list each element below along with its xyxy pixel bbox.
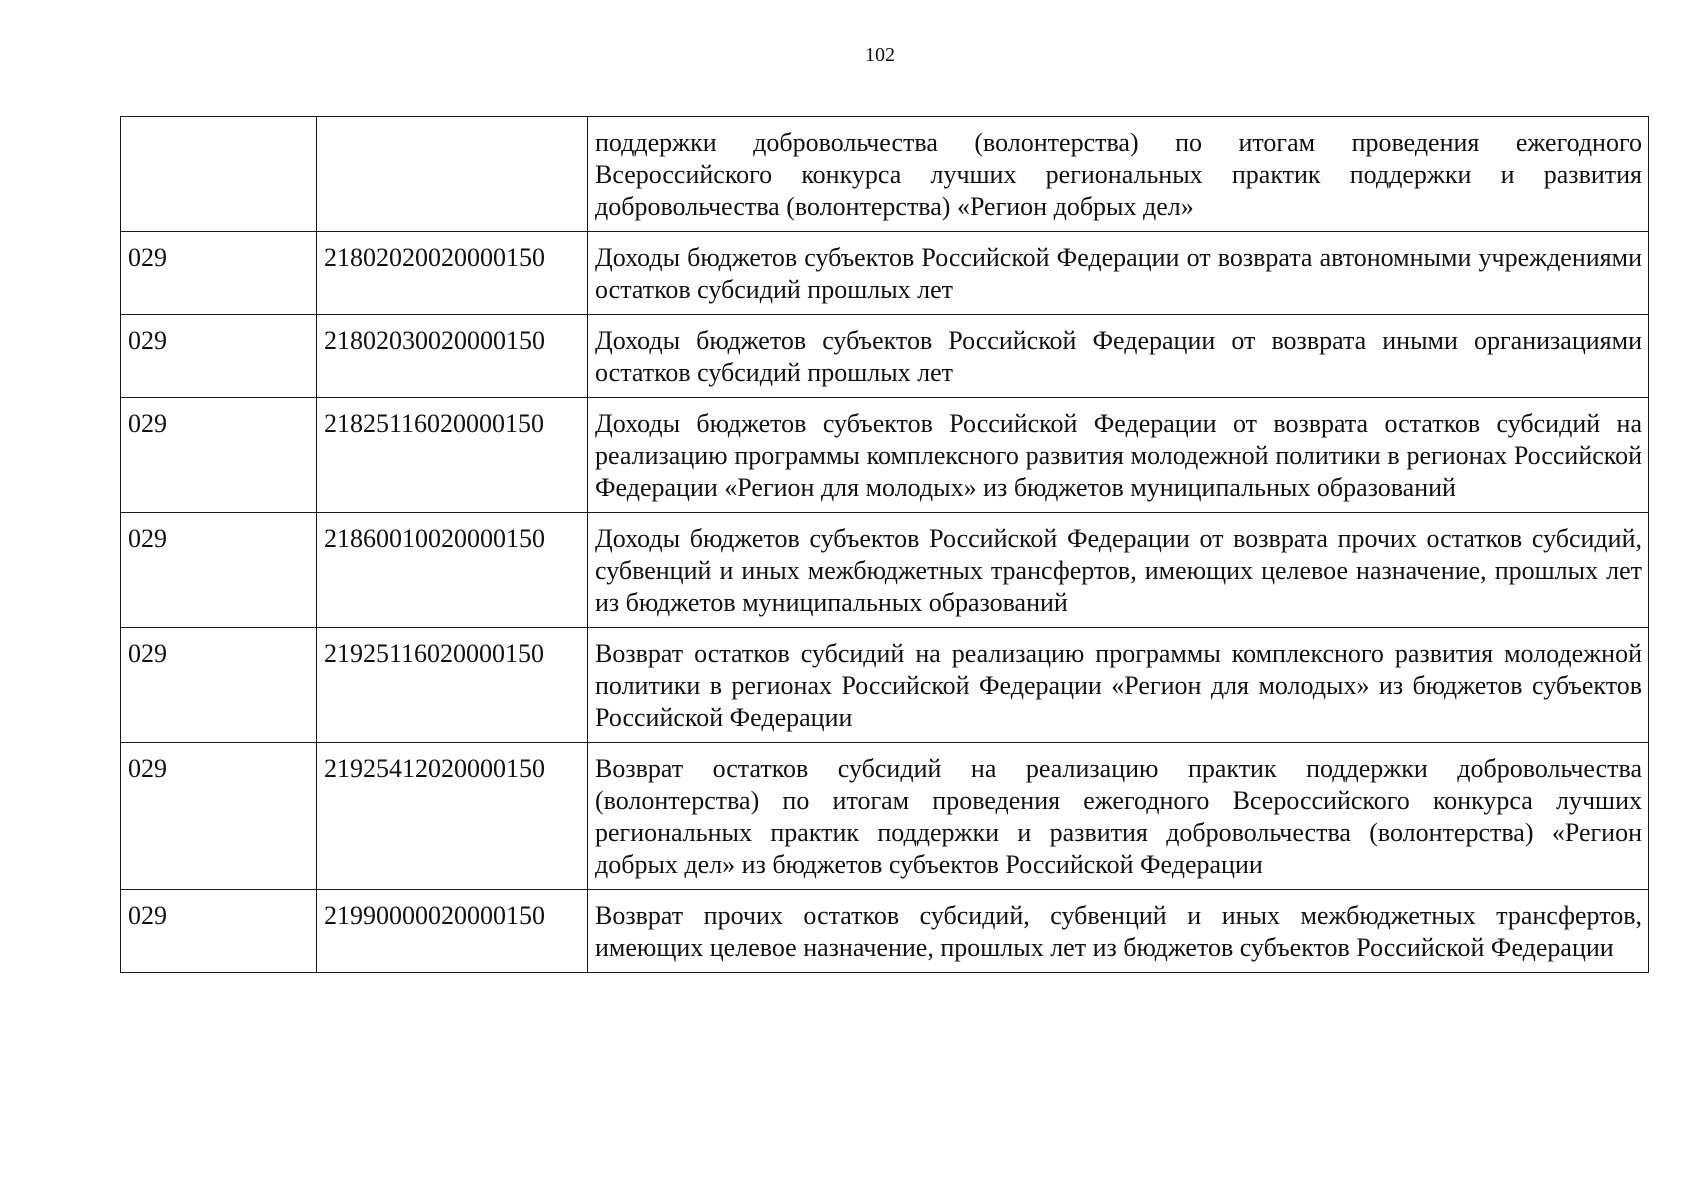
admin-code-cell: 029: [121, 890, 317, 973]
table-row: [121, 743, 1649, 890]
budget-code-cell: 21925116020000150: [317, 628, 588, 743]
table-row: [121, 117, 1649, 232]
admin-code-cell: 029: [121, 628, 317, 743]
admin-code-cell: 029: [121, 232, 317, 315]
description-cell: Доходы бюджетов субъектов Российской Федерации от возврата автономными учреждениями остатков субсидий прошлых лет: [588, 232, 1649, 315]
table-row: [121, 890, 1649, 973]
description-cell: поддержки добровольчества (волонтерства) по итогам проведения ежегодного Всероссийского конкурса лучших региональных практик поддержки и развития добровольчества (волонтерства) «Регион добрых дел»: [588, 117, 1649, 232]
admin-code-cell: 029: [121, 315, 317, 398]
budget-code-cell: 21825116020000150: [317, 398, 588, 513]
description-cell: Возврат остатков субсидий на реализацию практик поддержки добровольчества (волонтерства) по итогам проведения ежегодного Всероссийского конкурса лучших региональных практик поддержки и развития добровольчества (волонтерства) «Регион добрых дел» из бюджетов субъектов Российской Федерации: [588, 743, 1649, 890]
admin-code-cell: 029: [121, 398, 317, 513]
description-cell: Возврат прочих остатков субсидий, субвенций и иных межбюджетных трансфертов, имеющих целевое назначение, прошлых лет из бюджетов субъектов Российской Федерации: [588, 890, 1649, 973]
budget-code-cell: 21990000020000150: [317, 890, 588, 973]
table-row: [121, 315, 1649, 398]
admin-code-cell: [121, 117, 317, 232]
admin-code-cell: 029: [121, 743, 317, 890]
budget-codes-table: [120, 116, 1649, 973]
budget-code-cell: 21860010020000150: [317, 513, 588, 628]
table-row: [121, 628, 1649, 743]
description-cell: Доходы бюджетов субъектов Российской Федерации от возврата иными организациями остатков субсидий прошлых лет: [588, 315, 1649, 398]
budget-code-cell: 21802020020000150: [317, 232, 588, 315]
description-cell: Доходы бюджетов субъектов Российской Федерации от возврата прочих остатков субсидий, субвенций и иных межбюджетных трансфертов, имеющих целевое назначение, прошлых лет из бюджетов муниципальных образований: [588, 513, 1649, 628]
budget-code-cell: 21802030020000150: [317, 315, 588, 398]
page-number: 102: [865, 44, 895, 66]
table-row: [121, 513, 1649, 628]
table-row: [121, 398, 1649, 513]
table-row: [121, 232, 1649, 315]
description-cell: Возврат остатков субсидий на реализацию программы комплексного развития молодежной политики в регионах Российской Федерации «Регион для молодых» из бюджетов субъектов Российской Федерации: [588, 628, 1649, 743]
description-cell: Доходы бюджетов субъектов Российской Федерации от возврата остатков субсидий на реализацию программы комплексного развития молодежной политики в регионах Российской Федерации «Регион для молодых» из бюджетов муниципальных образований: [588, 398, 1649, 513]
admin-code-cell: 029: [121, 513, 317, 628]
budget-code-cell: [317, 117, 588, 232]
budget-code-cell: 21925412020000150: [317, 743, 588, 890]
